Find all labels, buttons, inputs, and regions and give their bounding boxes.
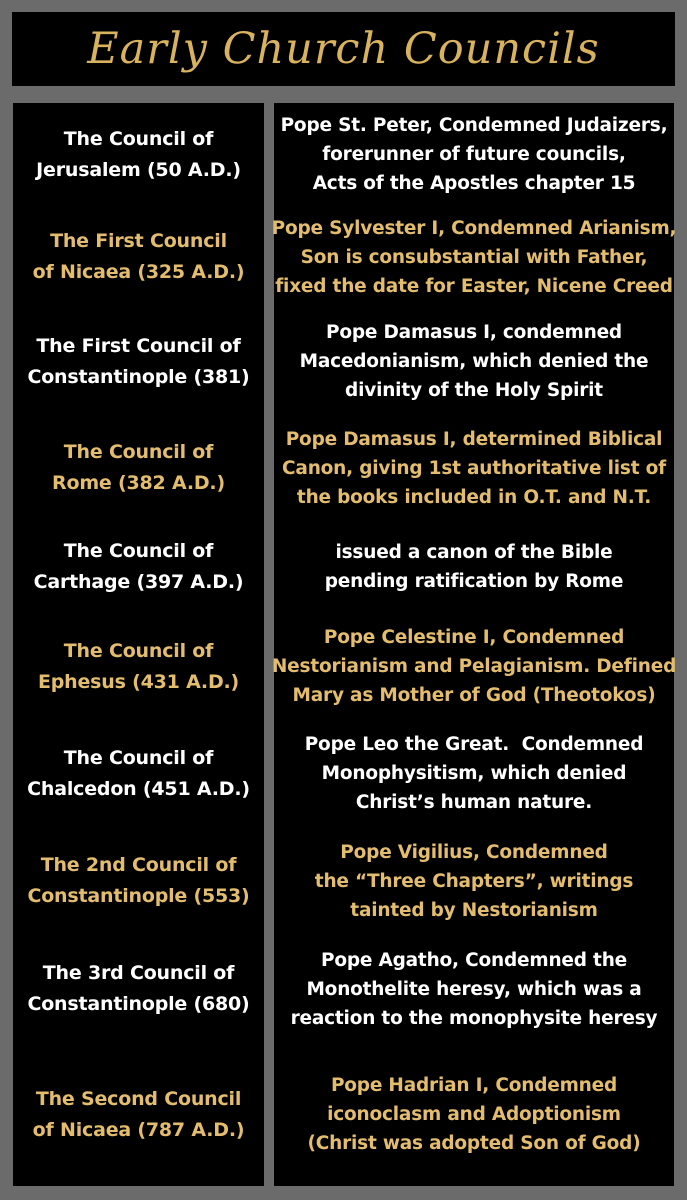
council-name	[13, 935, 264, 1043]
council-details-line: issued a canon of the Bible	[335, 542, 613, 563]
page-title: Early Church Councils	[87, 23, 600, 74]
council-name-line: Constantinople (680)	[27, 993, 250, 1015]
council-name-line: Carthage (397 A.D.)	[33, 571, 244, 593]
council-details-line: the books included in O.T. and N.T.	[296, 486, 652, 508]
council-details	[271, 206, 677, 308]
council-details-line: Acts of the Apostles chapter 15	[312, 173, 636, 194]
council-details-line: fixed the date for Easter, Nicene Creed	[275, 275, 673, 297]
council-details-line: iconoclasm and Adoptionism	[327, 1104, 621, 1125]
council-details	[274, 521, 674, 613]
council-name-line: The Second Council	[35, 1087, 242, 1110]
council-details-line: pending ratification by Rome	[324, 571, 624, 592]
council-details-line: Christ’s human nature.	[355, 792, 593, 813]
council-name	[13, 613, 264, 720]
council-name	[13, 415, 264, 521]
council-details-line: Monophysitism, which denied	[321, 763, 627, 784]
council-name-line: Chalcedon (451 A.D.)	[27, 777, 250, 800]
council-name	[13, 206, 264, 308]
council-details-line: (Christ was adopted Son of God)	[307, 1133, 641, 1154]
council-name	[13, 103, 264, 206]
council-details-line: Pope Hadrian I, Condemned	[330, 1075, 618, 1096]
council-name-line: Jerusalem (50 A.D.)	[36, 158, 241, 181]
council-name-line: The 3rd Council of	[42, 962, 235, 984]
title-banner	[12, 12, 675, 86]
council-names-column	[13, 103, 264, 1186]
council-details-line: Mary as Mother of God (Theotokos)	[292, 685, 656, 706]
council-name-line: The Council of	[63, 540, 214, 562]
council-details	[274, 1043, 674, 1186]
council-details-line: Nestorianism and Pelagianism. Defined	[271, 656, 677, 677]
council-name-line: The 2nd Council of	[40, 854, 237, 876]
council-details-line: tainted by Nestorianism	[350, 899, 598, 921]
council-name-line: Ephesus (431 A.D.)	[37, 670, 240, 693]
council-name-line: Constantinople (381)	[27, 365, 250, 388]
council-details-line: Pope Leo the Great. Condemned	[304, 734, 644, 755]
council-name-line: of Nicaea (787 A.D.)	[32, 1118, 245, 1141]
council-details	[274, 415, 674, 521]
council-details	[271, 613, 677, 720]
council-details-line: Canon, giving 1st authoritative list of	[282, 457, 666, 479]
council-details-line: reaction to the monophysite heresy	[290, 1007, 658, 1029]
council-details-line: Macedonianism, which denied the	[299, 351, 649, 372]
council-details	[274, 103, 674, 206]
council-name-line: The Council of	[63, 746, 214, 769]
council-name-line: The Council of	[63, 639, 214, 662]
council-name-line: The Council of	[63, 127, 214, 150]
council-name-line: The First Council	[50, 230, 227, 252]
council-details	[274, 827, 674, 935]
council-name-line: Constantinople (553)	[27, 885, 250, 907]
council-name	[13, 1043, 264, 1186]
council-details-line: Pope Celestine I, Condemned	[323, 627, 625, 648]
council-name	[13, 521, 264, 613]
council-name-line: The Council of	[63, 441, 214, 463]
council-details-line: Pope Damasus I, condemned	[326, 322, 622, 343]
council-details-line: Pope St. Peter, Condemned Judaizers,	[280, 115, 668, 136]
council-details-column	[271, 103, 677, 1186]
council-details-line: Pope Sylvester I, Condemned Arianism,	[271, 217, 677, 239]
council-details-line: Pope Agatho, Condemned the	[320, 949, 628, 971]
council-details	[274, 308, 674, 415]
council-name-line: Rome (382 A.D.)	[52, 472, 225, 494]
council-details	[274, 935, 674, 1043]
council-details-line: divinity of the Holy Spirit	[345, 380, 603, 401]
council-name	[13, 308, 264, 415]
council-name	[13, 720, 264, 827]
council-details-line: the “Three Chapters”, writings	[314, 870, 634, 892]
council-details	[274, 720, 674, 827]
council-details-line: Pope Vigilius, Condemned	[340, 841, 608, 863]
council-details-line: Pope Damasus I, determined Biblical	[285, 428, 663, 450]
council-name	[13, 827, 264, 935]
council-details-line: forerunner of future councils,	[322, 144, 626, 165]
council-name-line: of Nicaea (325 A.D.)	[32, 261, 245, 283]
council-details-line: Monothelite heresy, which was a	[306, 978, 642, 1000]
council-name-line: The First Council of	[36, 334, 241, 357]
council-details-line: Son is consubstantial with Father,	[300, 246, 648, 268]
